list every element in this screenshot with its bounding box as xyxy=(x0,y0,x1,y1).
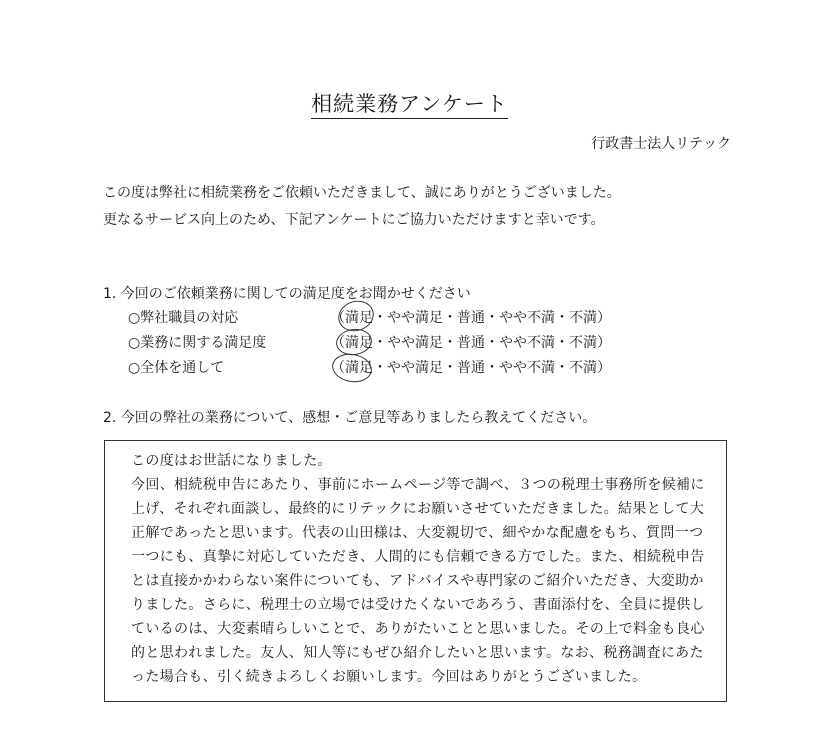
rating-row-overall xyxy=(0,357,819,377)
free-answer-box xyxy=(104,440,727,702)
rating-row-staff xyxy=(0,307,819,327)
rating-label: ○弊社職員の対応 xyxy=(128,310,239,326)
intro-line: 更なるサービス向上のため、下記アンケートにご協力いただけますと幸いです。 xyxy=(103,212,605,228)
answer-line: この度はお世話になりました。 xyxy=(131,453,332,469)
answer-line: った場合も、引く続きよろしくお願いします。今回はありがとうございました。 xyxy=(131,669,647,685)
survey-title: 相続業務アンケート xyxy=(0,88,819,118)
answer-line: 一つにも、真摯に対応していただき、人間的にも信頼できる方でした。また、相続税申告 xyxy=(131,549,705,565)
answer-line: 上げ、それぞれ面談し、最終的にリテックにお願いさせていただきました。結果として大 xyxy=(131,501,705,517)
answer-line: 的と思われました。友人、知人等にもぜひ紹介したいと思います。なお、税務調査にあた xyxy=(131,645,704,661)
rating-choices: （満足・やや満足・普通・やや不満・不満） xyxy=(331,335,611,351)
rating-choices: （満足・やや満足・普通・やや不満・不満） xyxy=(331,360,611,376)
answer-line: 正解であったと思います。代表の山田様は、大変親切で、細やかな配慮をもち、質問一つ xyxy=(131,525,704,541)
answer-line: りました。さらに、税理士の立場では受けたくないであろう、書面添付を、全員に提供し xyxy=(131,597,705,613)
company-name: 行政書士法人リテック xyxy=(591,136,731,152)
answer-line: 今回、相続税申告にあたり、事前にホームページ等で調べ、３つの税理士事務所を候補に xyxy=(131,477,705,493)
question-1: 1. 今回のご依頼業務に関しての満足度をお聞かせください xyxy=(103,286,471,302)
rating-label: ○業務に関する満足度 xyxy=(128,335,267,351)
answer-line: とは直接かかわらない案件についても、アドバイスや専門家のご紹介いただき、大変助か xyxy=(131,573,704,589)
intro-line: この度は弊社に相続業務をご依頼いただきまして、誠にありがとうございました。 xyxy=(103,185,621,201)
rating-label: ○全体を通して xyxy=(128,360,225,376)
question-2: 2. 今回の弊社の業務について、感想・ご意見等ありましたら教えてください。 xyxy=(103,410,597,426)
rating-choices: （満足・やや満足・普通・やや不満・不満） xyxy=(331,310,611,326)
rating-row-service xyxy=(0,332,819,352)
intro-text xyxy=(103,180,621,234)
answer-line: ているのは、大変素晴らしいことで、ありがたいことと思いました。その上で料金も良心 xyxy=(131,621,705,637)
selected-circle xyxy=(330,351,374,386)
